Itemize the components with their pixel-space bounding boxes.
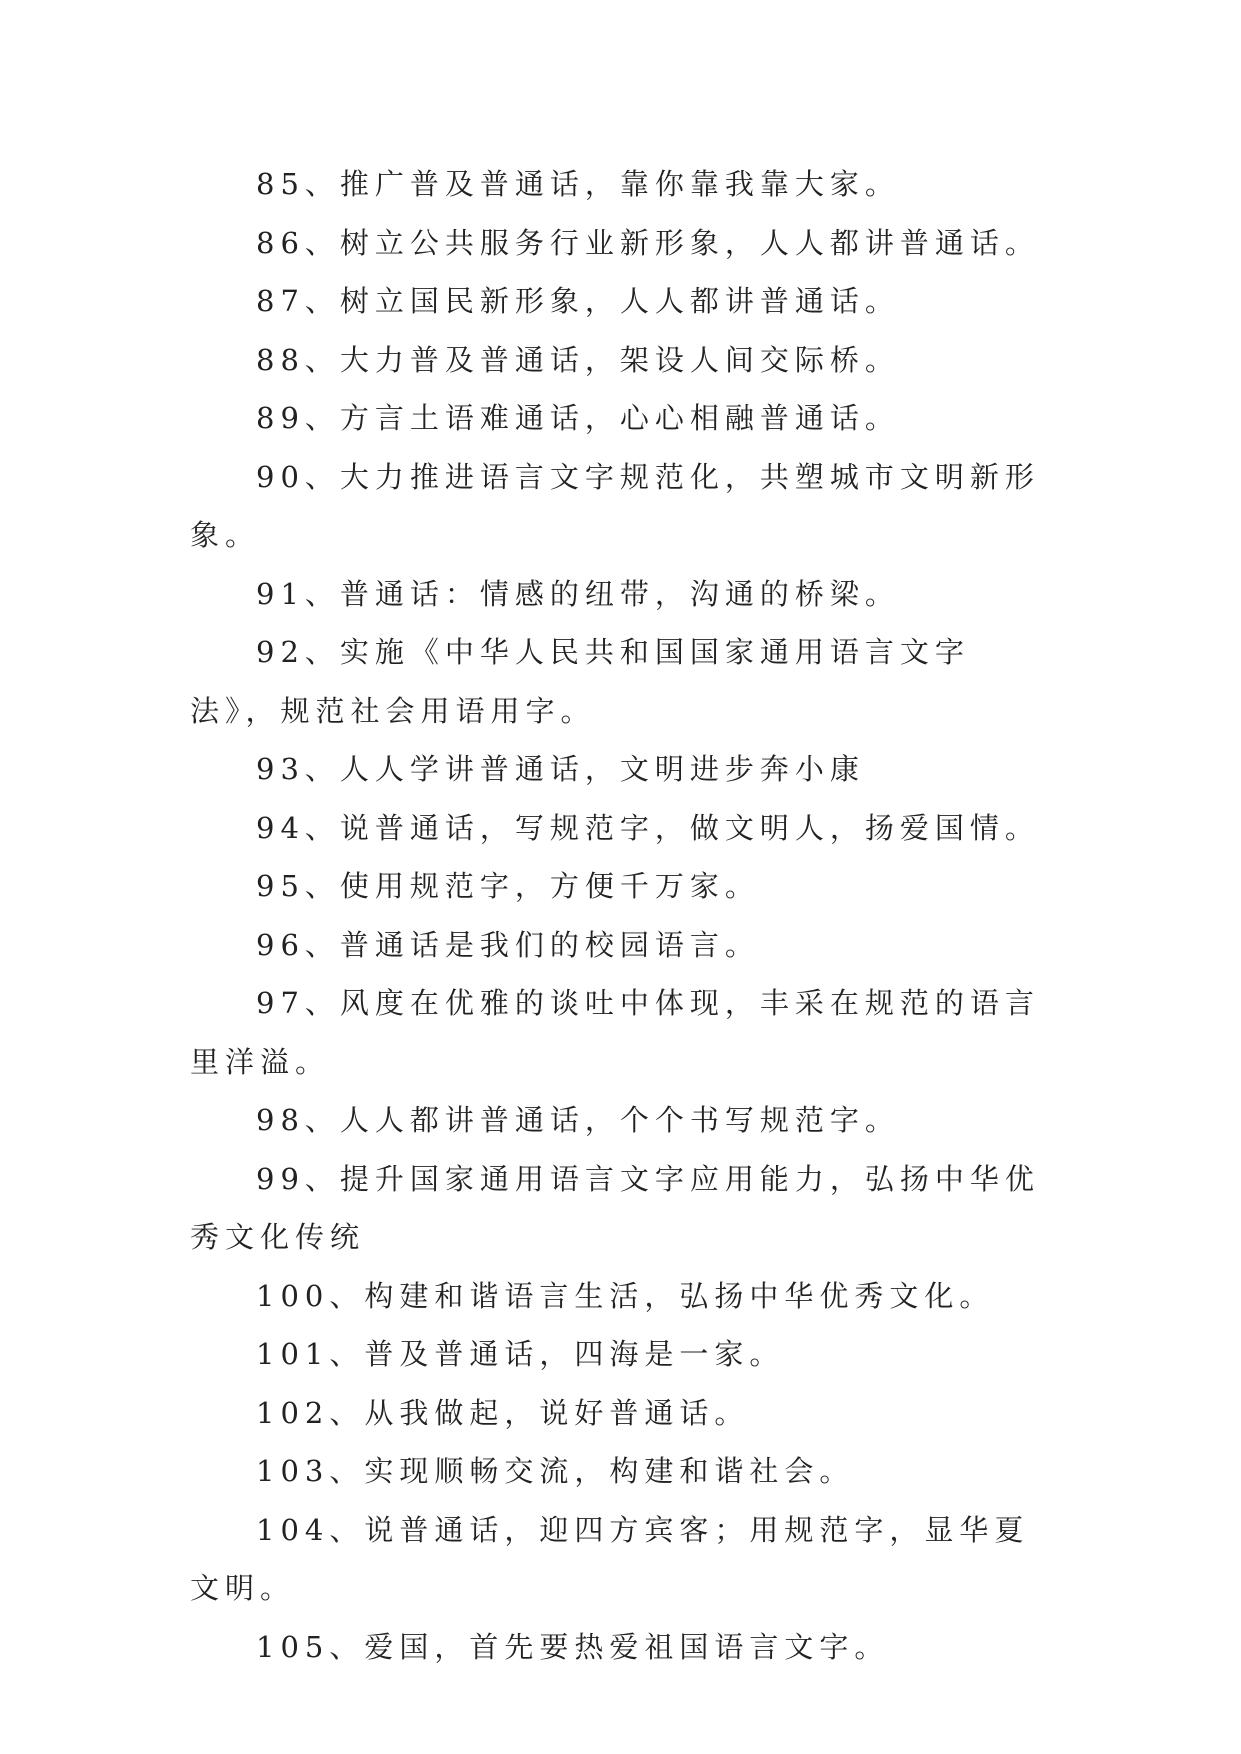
slogan-item: 99、提升国家通用语言文字应用能力，弘扬中华优秀文化传统: [190, 1161, 1040, 1254]
slogan-item: 104、说普通话，迎四方宾客；用规范字，显华夏文明。: [190, 1512, 1030, 1605]
slogan-item: 85、推广普及普通话，靠你靠我靠大家。: [256, 167, 900, 201]
slogan-item: 98、人人都讲普通话，个个书写规范字。: [256, 1103, 900, 1137]
slogan-item: 103、实现顺畅交流，构建和谐社会。: [256, 1454, 855, 1488]
slogan-item: 93、人人学讲普通话，文明进步奔小康: [256, 752, 865, 786]
slogan-list: [190, 155, 1050, 1676]
slogan-item: 96、普通话是我们的校园语言。: [256, 927, 760, 962]
slogan-item: 100、构建和谐语言生活，弘扬中华优秀文化。: [256, 1278, 995, 1313]
slogan-item: 90、大力推进语言文字规范化，共塑城市文明新形象。: [190, 459, 1040, 552]
slogan-item: 101、普及普通话，四海是一家。: [256, 1337, 785, 1371]
slogan-item: 87、树立国民新形象，人人都讲普通话。: [256, 284, 900, 318]
slogan-item: 95、使用规范字，方便千万家。: [256, 869, 760, 903]
slogan-item: 88、大力普及普通话，架设人间交际桥。: [256, 342, 900, 377]
slogan-item: 105、爱国，首先要热爱祖国语言文字。: [256, 1629, 890, 1664]
slogan-item: 102、从我做起，说好普通话。: [256, 1395, 750, 1430]
slogan-item: 92、实施《中华人民共和国国家通用语言文字法》，规范社会用语用字。: [190, 635, 970, 728]
slogan-item: 89、方言土语难通话，心心相融普通话。: [256, 401, 900, 435]
slogan-item: 91、普通话：情感的纽带，沟通的桥梁。: [256, 576, 900, 611]
slogan-item: 94、说普通话，写规范字，做文明人，扬爱国情。: [256, 810, 1040, 845]
slogan-item: 97、风度在优雅的谈吐中体现，丰采在规范的语言里洋溢。: [190, 986, 1040, 1079]
slogan-item: 86、树立公共服务行业新形象，人人都讲普通话。: [256, 225, 1040, 260]
